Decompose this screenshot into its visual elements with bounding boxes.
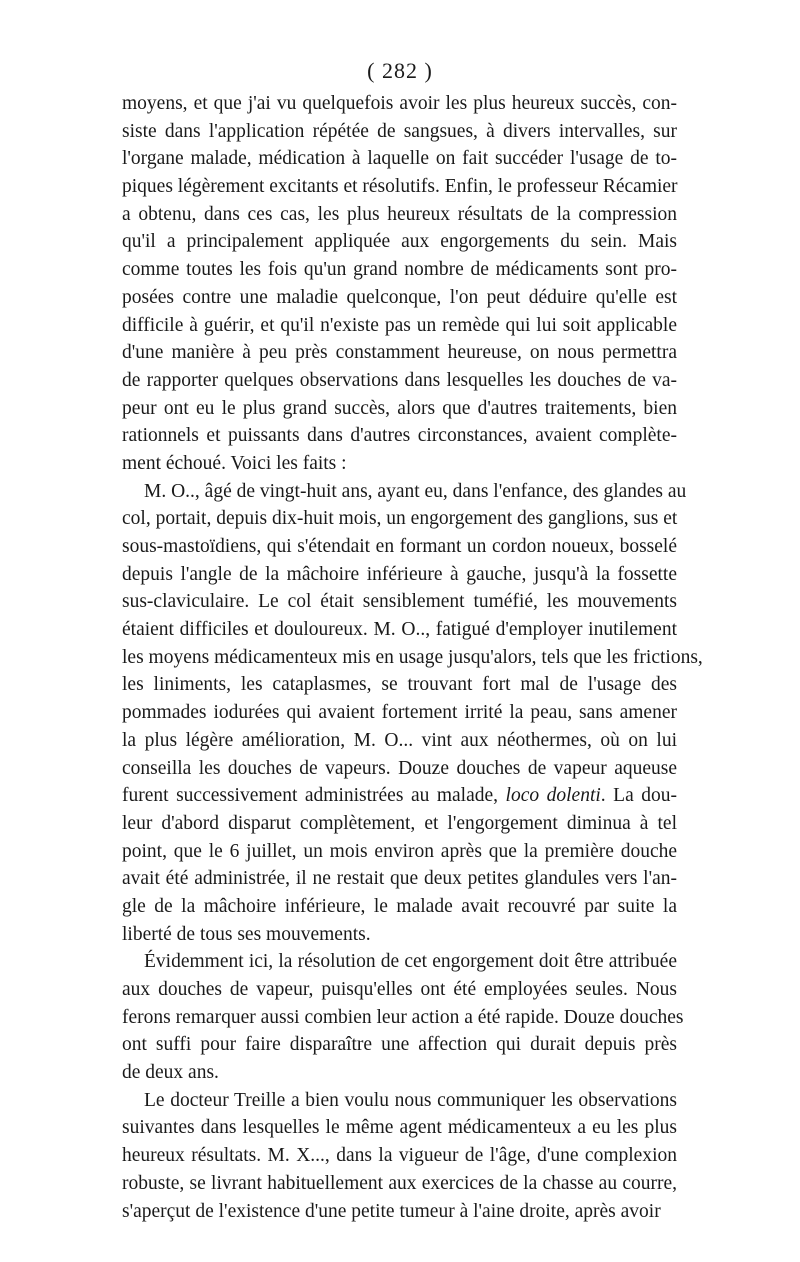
text-line: de deux ans. (122, 1062, 219, 1084)
paragraph (122, 948, 684, 1086)
text-line: comme toutes les fois qu'un grand nombre de médicaments sont pro- (122, 259, 677, 281)
text-line: la plus légère amélioration, M. O... vint aux néothermes, où on lui (122, 729, 677, 751)
paragraph (122, 1087, 677, 1225)
text-line: depuis l'angle de la mâchoire inférieure à gauche, jusqu'à la fossette (122, 563, 677, 585)
text-line: l'organe malade, médication à laquelle on fait succéder l'usage de to- (122, 148, 677, 170)
text-line: étaient difficiles et douloureux. M. O.., fatigué d'employer inutilement (122, 619, 677, 641)
text-line: sous-mastoïdiens, qui s'étendait en formant un cordon noueux, bosselé (122, 536, 677, 557)
paragraph (122, 90, 677, 478)
text-line: robuste, se livrant habituellement aux exercices de la chasse au courre, (122, 1172, 677, 1194)
text-line: col, portait, depuis dix-huit mois, un engorgement des ganglions, sus et (122, 508, 678, 530)
paragraph (122, 478, 703, 949)
text-line: suivantes dans lesquelles le même agent médicamenteux a eu les plus (122, 1117, 677, 1139)
text-line: rationnels et puissants dans d'autres circonstances, avaient complète- (122, 425, 677, 447)
text-line: point, que le 6 juillet, un mois environ après que la première douche (122, 840, 677, 862)
text-line: a obtenu, dans ces cas, les plus heureux résultats de la compression (122, 203, 677, 225)
text-line: ment échoué. Voici les faits : (122, 452, 347, 474)
text-line: liberté de tous ses mouvements. (122, 923, 371, 945)
text-line: piques légèrement excitants et résolutifs. Enfin, le professeur Récamier (122, 176, 678, 198)
text-line: qu'il a principalement appliquée aux engorgements du sein. Mais (122, 231, 677, 253)
text-line: siste dans l'application répétée de sangsues, à divers intervalles, sur (122, 120, 677, 142)
text-line: d'une manière à peu près constamment heureuse, on nous permettra (122, 342, 677, 364)
italic-phrase: loco dolenti (505, 785, 601, 807)
text-line: Évidemment ici, la résolution de cet engorgement doit être attribuée (144, 951, 677, 973)
body-text (122, 90, 703, 1225)
page-number: ( 282 ) (367, 58, 433, 83)
text-line: ferons remarquer aussi combien leur action a été rapide. Douze douches (122, 1006, 684, 1028)
text-line: Le docteur Treille a bien voulu nous communiquer les observations (144, 1089, 677, 1111)
text-line: peur ont eu le plus grand succès, alors que d'autres traitements, bien (122, 397, 677, 419)
text-line: de rapporter quelques observations dans lesquelles les douches de va- (122, 369, 677, 391)
text-line: leur d'abord disparut complètement, et l'engorgement diminua à tel (122, 812, 677, 834)
text-line: posées contre une maladie quelconque, l'on peut déduire qu'elle est (122, 286, 677, 308)
text-line: M. O.., âgé de vingt-huit ans, ayant eu, dans l'enfance, des glandes au (144, 480, 687, 502)
text-line: gle de la mâchoire inférieure, le malade avait recouvré par suite la (122, 895, 677, 917)
text-line: moyens, et que j'ai vu quelquefois avoir les plus heureux succès, con- (122, 93, 677, 114)
text-line: les moyens médicamenteux mis en usage jusqu'alors, tels que les frictions, (122, 646, 703, 668)
text-line: difficile à guérir, et qu'il n'existe pas un remède qui lui soit applicable (122, 314, 677, 336)
text-line: s'aperçut de l'existence d'une petite tumeur à l'aine droite, après avoir (122, 1200, 661, 1222)
text-line: aux douches de vapeur, puisqu'elles ont été employées seules. Nous (122, 979, 677, 1000)
text-line: sus-claviculaire. Le col était sensiblement tuméfié, les mouvements (122, 591, 677, 613)
text-line: pommades iodurées qui avaient fortement irrité la peau, sans amener (122, 702, 677, 724)
text-line: conseilla les douches de vapeurs. Douze douches de vapeur aqueuse (122, 757, 677, 779)
text-line: furent successivement administrées au malade, loco dolenti. La dou- (122, 785, 678, 807)
text-line: ont suffi pour faire disparaître une affection qui durait depuis près (122, 1034, 677, 1056)
text-line: les liniments, les cataplasmes, se trouvant fort mal de l'usage des (122, 674, 677, 696)
text-line: heureux résultats. M. X..., dans la vigueur de l'âge, d'une complexion (122, 1145, 677, 1167)
text-line: avait été administrée, il ne restait que deux petites glandules vers l'an- (122, 868, 677, 890)
